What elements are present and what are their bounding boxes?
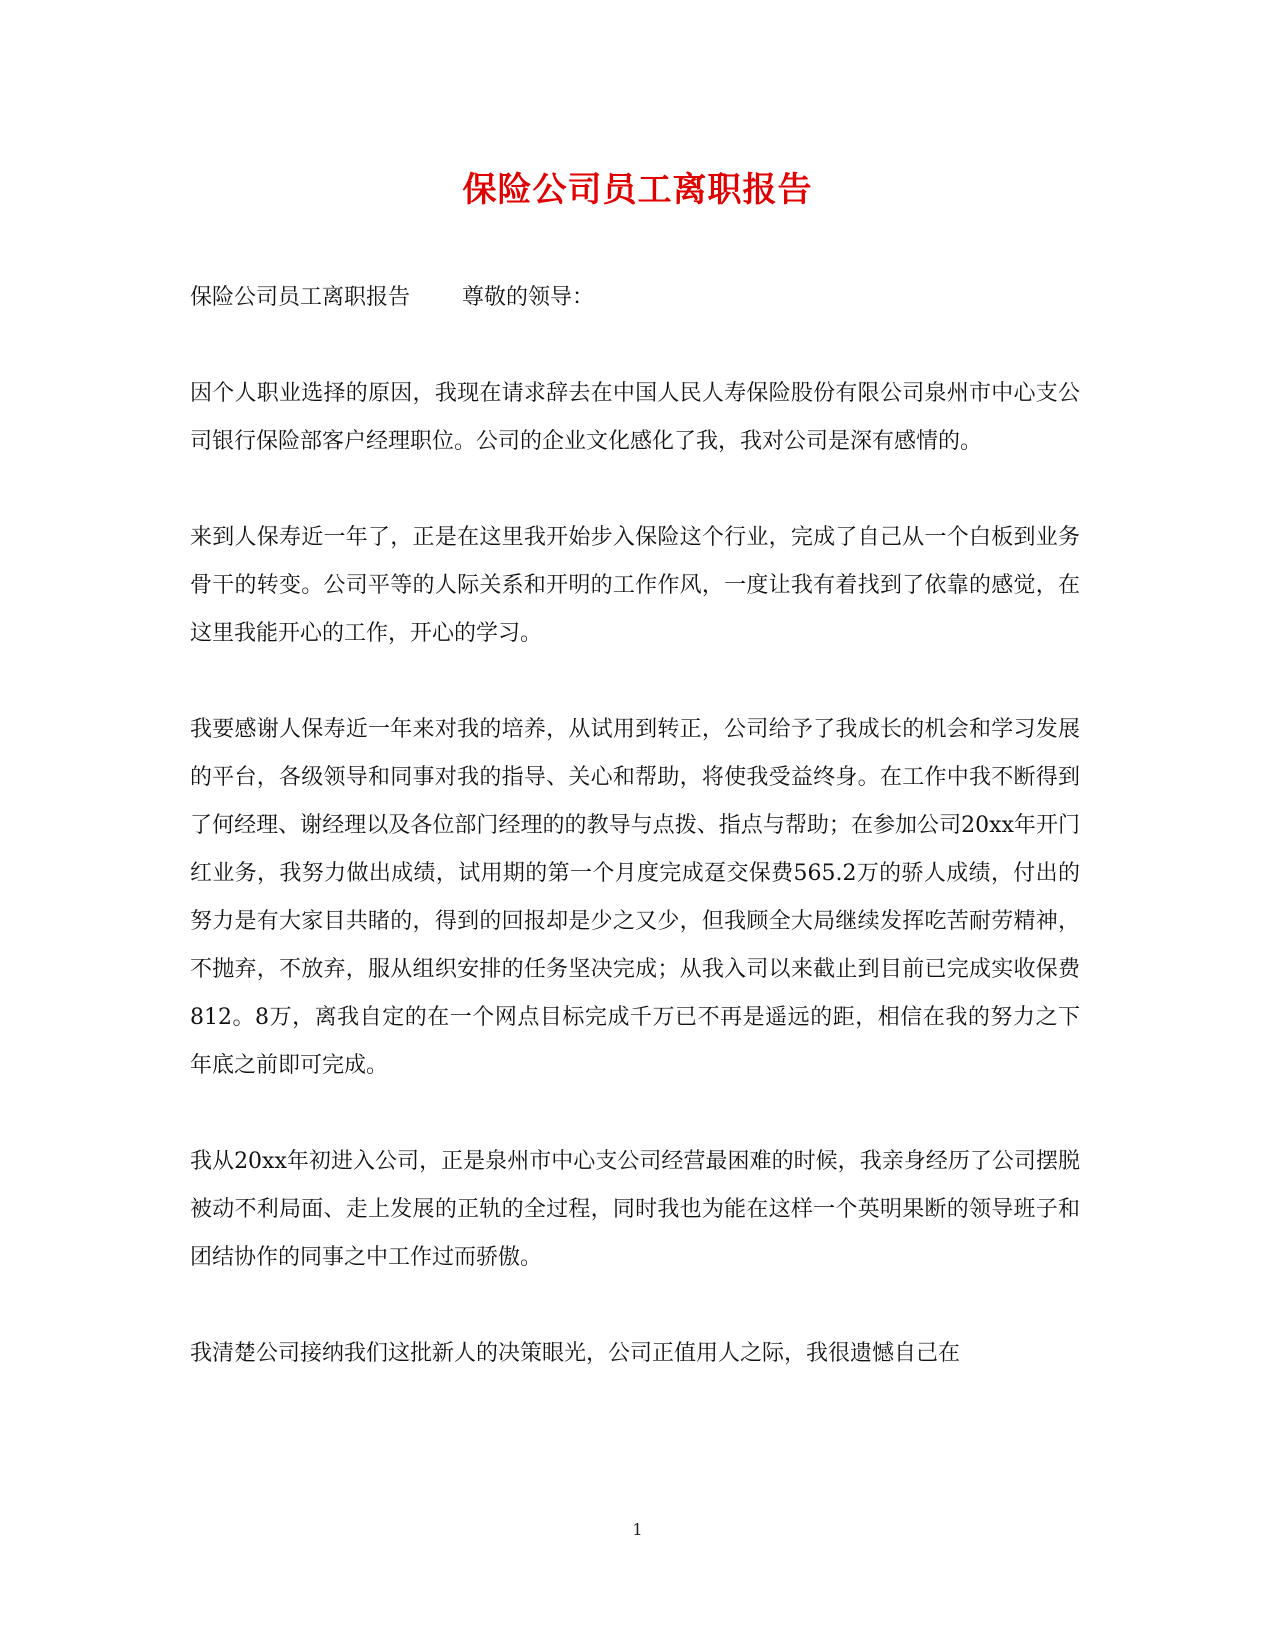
paragraph-2: 来到人保寿近一年了，正是在这里我开始步入保险这个行业，完成了自己从一个白板到业务骨干的转变。公司平等的人际关系和开明的工作作风，一度让我有着找到了依靠的感觉，在这里我能开心的工作，开心的学习。 [190,525,1080,646]
page-number: 1 [632,1520,643,1539]
document-title: 保险公司员工离职报告 [462,170,813,210]
paragraph-4: 我从20xx年初进入公司，正是泉州市中心支公司经营最困难的时候，我亲身经历了公司摆脱被动不利局面、走上发展的正轨的全过程，同时我也为能在这样一个英明果断的领导班子和团结协作的同事之中工作过而骄傲。 [190,1149,1080,1270]
paragraph-3: 我要感谢人保寿近一年来对我的培养，从试用到转正，公司给予了我成长的机会和学习发展的平台，各级领导和同事对我的指导、关心和帮助，将使我受益终身。在工作中我不断得到了何经理、谢经理以及各位部门经理的的教导与点拨、指点与帮助；在参加公司20xx年开门红业务，我努力做出成绩，试用期的第一个月度完成趸交保费565.2万的骄人成绩，付出的努力是有大家目共睹的，得到的回报却是少之又少，但我顾全大局继续发挥吃苦耐劳精神，不抛弃，不放弃，服从组织安排的任务坚决完成；从我入司以来截止到目前已完成实收保费812。8万，离我自定的在一个网点目标完成千万已不再是遥远的距，相信在我的努力之下年底之前即可完成。 [190,717,1080,1078]
heading-line [190,274,1080,322]
heading-line-title: 保险公司员工离职报告 [190,285,411,310]
salutation: 尊敬的领导： [462,285,595,310]
paragraph-1: 因个人职业选择的原因，我现在请求辞去在中国人民人寿保险股份有限公司泉州市中心支公司银行保险部客户经理职位。公司的企业文化感化了我，我对公司是深有感情的。 [190,381,1080,454]
paragraph-5: 我清楚公司接纳我们这批新人的决策眼光，公司正值用人之际，我很遗憾自己在 [190,1341,961,1366]
document-body [190,274,1080,1426]
